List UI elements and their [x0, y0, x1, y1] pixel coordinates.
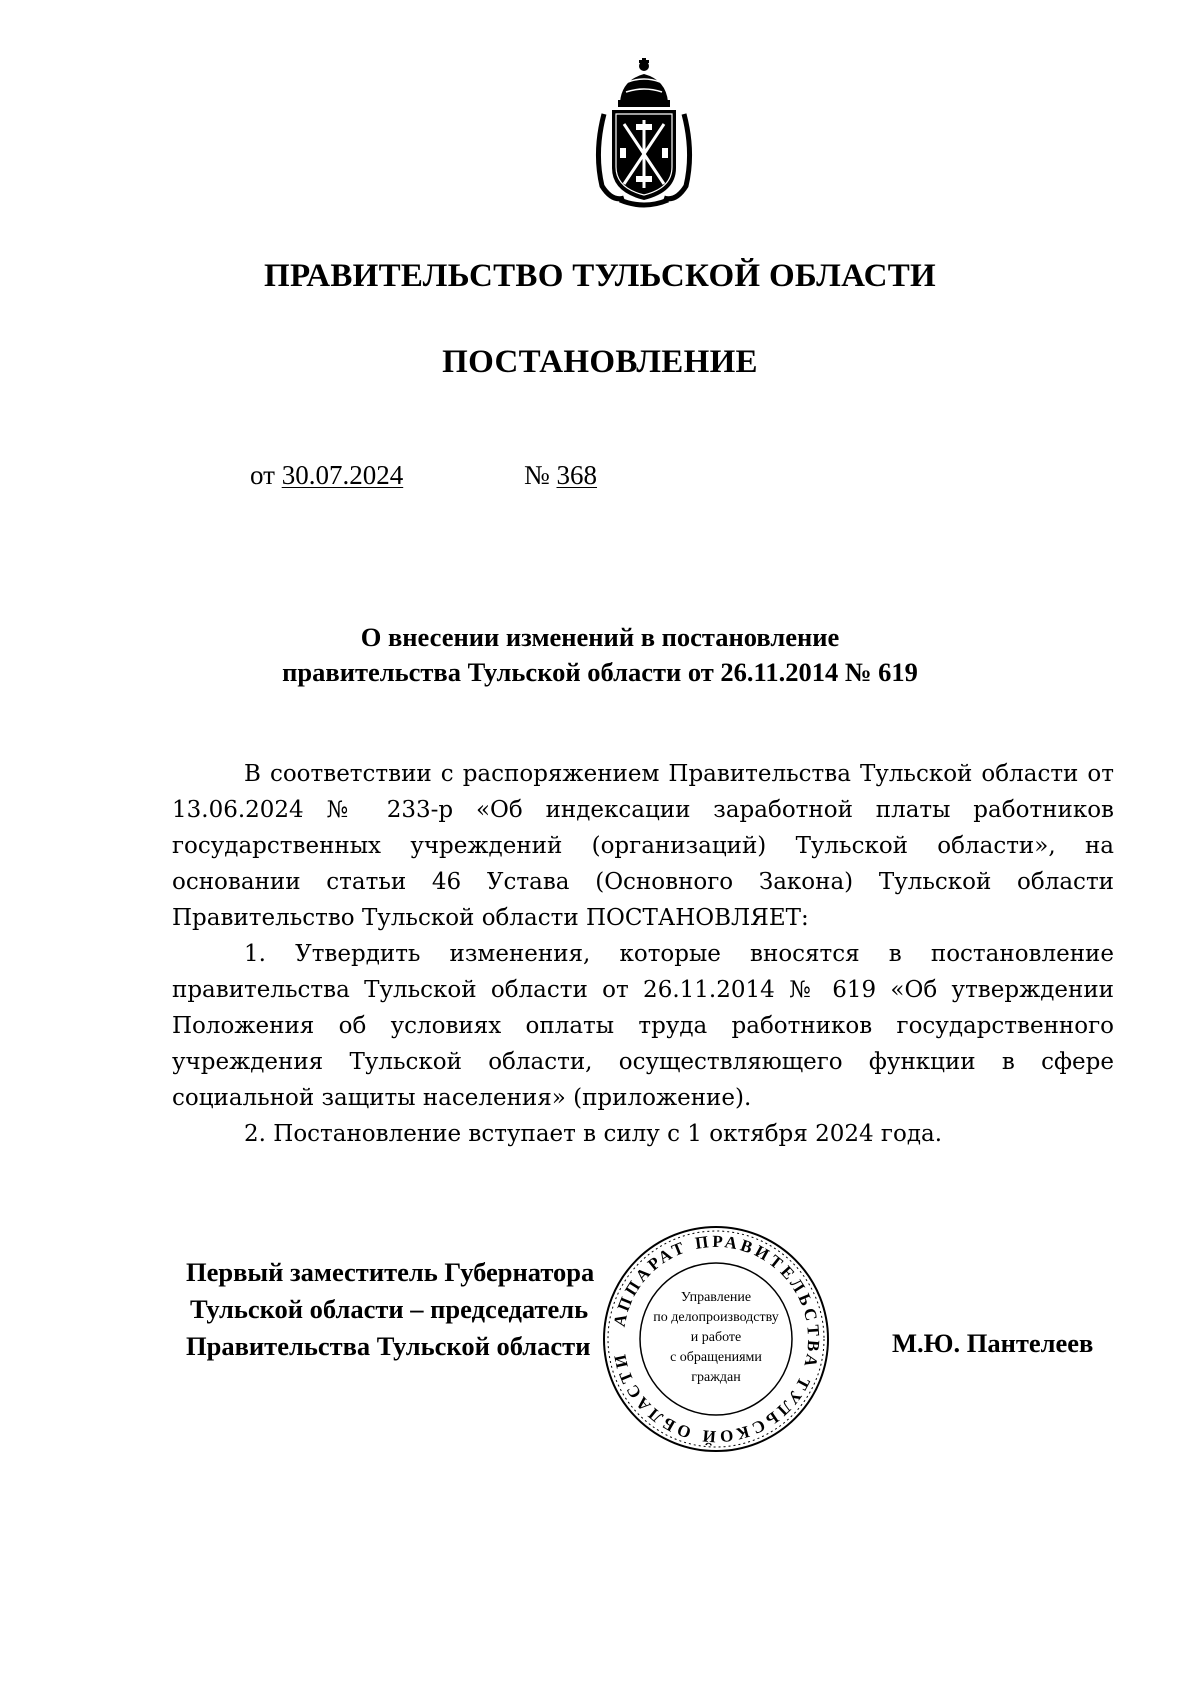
paragraph-preamble: В соответствии с распоряжением Правительства Тульской области от 13.06.2024 № 233-р «Об индексации заработной платы работников государственных учреждений (организаций) Тульской области», на основании статьи 46 Устава (Основного Закона) Тульской области Правительство Тульской области ПОСТАНОВЛЯЕТ: — [172, 761, 1114, 931]
stamp-center-line-4: с обращениями — [670, 1350, 762, 1365]
signer-position-line-3: Правительства Тульской области — [186, 1331, 591, 1361]
signer-position-line-1: Первый заместитель Губернатора — [186, 1257, 595, 1287]
document-body — [172, 756, 1114, 1152]
subject-line-1: О внесении изменений в постановление — [360, 622, 840, 652]
document-subject — [0, 620, 1200, 690]
stamp-ring-text: АППАРАТ ПРАВИТЕЛЬСТВА ТУЛЬСКОЙ ОБЛАСТИ — [609, 1231, 824, 1447]
signer-position — [186, 1254, 594, 1365]
subject-line-2: правительства Тульской области от 26.11.2014 № 619 — [282, 657, 918, 687]
paragraph-item-2: 2. Постановление вступает в силу с 1 октября 2024 года. — [244, 1121, 943, 1147]
stamp-center-line-1: Управление — [680, 1290, 752, 1305]
coat-of-arms-icon — [590, 52, 698, 212]
number-value: 368 — [556, 460, 598, 490]
document-date — [250, 460, 403, 491]
stamp-center-line-2: по делопроизводству — [653, 1310, 779, 1325]
document-type: ПОСТАНОВЛЕНИЕ — [442, 344, 758, 380]
number-prefix: № — [524, 460, 550, 490]
paragraph-item-1: 1. Утвердить изменения, которые вносятся в постановление правительства Тульской области от 26.11.2014 № 619 «Об утверждении Положения об условиях оплаты труда работников государственного учреждения Тульской области, осуществляющего функции в сфере социальной защиты населения» (приложение). — [172, 941, 1114, 1111]
document-number — [524, 460, 597, 491]
government-title: ПРАВИТЕЛЬСТВО ТУЛЬСКОЙ ОБЛАСТИ — [264, 258, 936, 294]
signer-position-line-2: Тульской области – председатель — [190, 1294, 589, 1324]
stamp-center-line-3: и работе — [690, 1330, 742, 1345]
stamp-center-line-5: граждан — [691, 1370, 741, 1385]
signer-name: М.Ю. Пантелеев — [892, 1328, 1094, 1358]
date-prefix: от — [250, 460, 275, 490]
official-stamp — [600, 1223, 832, 1455]
date-value: 30.07.2024 — [281, 460, 404, 490]
